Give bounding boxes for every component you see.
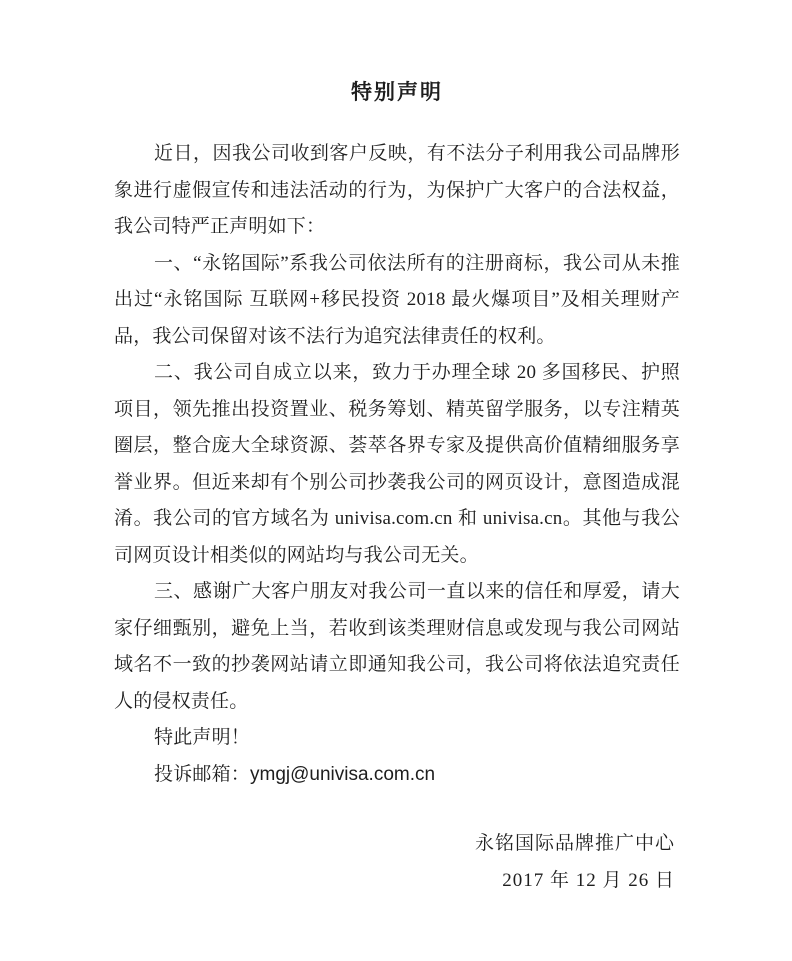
signature-date: 2017 年 12 月 26 日 — [502, 870, 675, 891]
statement-paragraph-item1: 一、“永铭国际”系我公司依法所有的注册商标，我公司从未推出过“永铭国际 互联网+移民投资 2018 最火爆项目”及相关理财产品，我公司保留对该不法行为追究法律责任的权利。 — [114, 252, 680, 347]
statement-content — [114, 78, 680, 899]
statement-paragraph-item3: 三、感谢广大客户朋友对我公司一直以来的信任和厚爱，请大家仔细甄别，避免上当，若收到该类理财信息或发现与我公司网站域名不一致的抄袭网站请立即通知我公司，我公司将依法追究责任人的侵权责任。 — [114, 581, 680, 712]
statement-paragraph-intro: 近日，因我公司收到客户反映，有不法分子利用我公司品牌形象进行虚假宣传和违法活动的行为，为保护广大客户的合法权益，我公司特严正声明如下： — [114, 143, 680, 237]
statement-closing: 特此声明！ — [154, 727, 251, 748]
contact-email: ymgj@univisa.com.cn — [250, 763, 436, 785]
contact-line — [114, 757, 680, 794]
contact-label: 投诉邮箱： — [154, 763, 251, 785]
statement-title: 特别声明 — [351, 80, 443, 104]
signature-organization: 永铭国际品牌推广中心 — [474, 833, 675, 854]
signature-block — [114, 825, 680, 899]
statement-paragraph-item2: 二、我公司自成立以来，致力于办理全球 20 多国移民、护照项目，领先推出投资置业、税务筹划、精英留学服务，以专注精英圈层，整合庞大全球资源、荟萃各界专家及提供高价值精细服务享誉业界。但近来却有个别公司抄袭我公司的网页设计，意图造成混淆。我公司的官方域名为 univisa.com.cn 和 univisa.cn。其他与我公司网页设计相类似的网站均与我公司无关。 — [114, 362, 680, 566]
